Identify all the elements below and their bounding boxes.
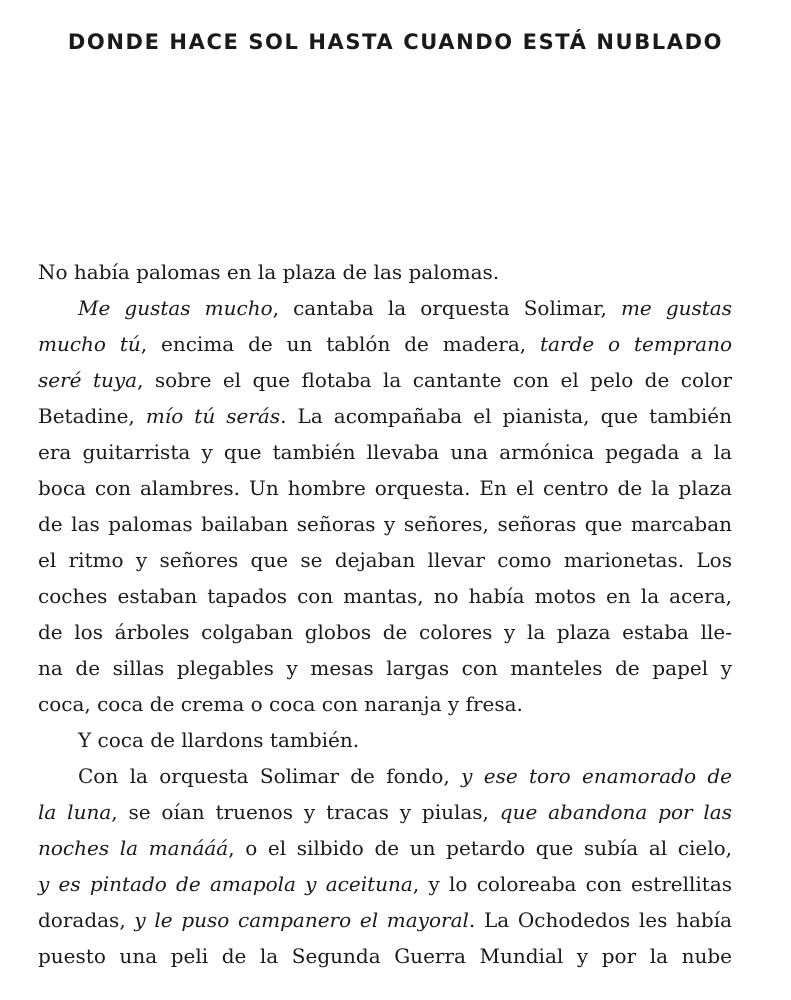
text-line xyxy=(38,722,732,758)
text-line xyxy=(38,578,732,614)
body-text xyxy=(38,254,732,974)
text-segment: , encima de un tablón de madera, xyxy=(140,332,540,356)
text-segment: , cantaba la orquesta Solimar, xyxy=(272,296,621,320)
text-segment: Con la orquesta Solimar de fondo, xyxy=(78,764,462,788)
italic-text-segment: mío tú serás xyxy=(145,404,281,428)
text-segment: , se oían truenos y tracas y piulas, xyxy=(111,800,500,824)
text-line xyxy=(38,686,732,722)
italic-text-segment: noches la manááá xyxy=(38,836,229,860)
text-segment: Y coca de llardons también. xyxy=(78,728,360,752)
italic-text-segment: seré tuya xyxy=(38,368,138,392)
text-line xyxy=(38,254,732,290)
italic-text-segment: que abandona por las xyxy=(499,800,732,824)
text-line xyxy=(38,830,732,866)
italic-text-segment: y ese toro enamorado de xyxy=(461,764,732,788)
text-segment: , y lo coloreaba con estrellitas xyxy=(412,872,733,896)
text-line xyxy=(38,362,732,398)
italic-text-segment: tarde o temprano xyxy=(540,332,733,356)
text-segment: , o el silbido de un petardo que subía al cielo, xyxy=(228,836,733,860)
text-line xyxy=(38,794,732,830)
text-segment: coca, coca de crema o coca con naranja y fresa. xyxy=(38,692,523,716)
text-segment: de los árboles colgaban globos de colores y la plaza estaba lle- xyxy=(38,620,732,644)
text-segment: No había palomas en la plaza de las palomas. xyxy=(38,260,500,284)
page-title: DONDE HACE SOL HASTA CUANDO ESTÁ NUBLADO xyxy=(67,30,724,54)
text-line xyxy=(38,758,732,794)
text-line xyxy=(38,650,732,686)
text-line xyxy=(38,398,732,434)
text-line xyxy=(38,542,732,578)
text-segment: Betadine, xyxy=(38,404,146,428)
text-segment: el ritmo y señores que se dejaban llevar como marionetas. Los xyxy=(38,548,732,572)
text-line xyxy=(38,290,732,326)
text-segment: doradas, xyxy=(38,908,135,932)
italic-text-segment: la luna xyxy=(38,800,112,824)
italic-text-segment: mucho tú xyxy=(38,332,141,356)
text-line xyxy=(38,470,732,506)
text-line xyxy=(38,902,732,938)
italic-text-segment: y es pintado de amapola y aceituna xyxy=(38,872,413,896)
text-line xyxy=(38,434,732,470)
text-segment: boca con alambres. Un hombre orquesta. En el centro de la plaza xyxy=(38,476,732,500)
text-segment: . La acompañaba el pianista, que también xyxy=(280,404,733,428)
text-segment: . La Ochodedos les había xyxy=(468,908,732,932)
text-line xyxy=(38,326,732,362)
text-segment: puesto una peli de la Segunda Guerra Mundial y por la nube xyxy=(38,944,732,968)
text-segment: de las palomas bailaban señoras y señores, señoras que marcaban xyxy=(38,512,732,536)
italic-text-segment: me gustas xyxy=(620,296,732,320)
text-line xyxy=(38,614,732,650)
italic-text-segment: Me gustas mucho xyxy=(78,296,273,320)
text-line xyxy=(38,938,732,974)
text-line xyxy=(38,506,732,542)
text-line xyxy=(38,866,732,902)
italic-text-segment: y le puso campanero el mayoral xyxy=(134,908,469,932)
text-segment: era guitarrista y que también llevaba una armónica pegada a la xyxy=(38,440,732,464)
text-segment: na de sillas plegables y mesas largas con manteles de papel y xyxy=(38,656,732,680)
text-segment: , sobre el que flotaba la cantante con el pelo de color xyxy=(137,368,733,392)
text-segment: coches estaban tapados con mantas, no había motos en la acera, xyxy=(38,584,732,608)
